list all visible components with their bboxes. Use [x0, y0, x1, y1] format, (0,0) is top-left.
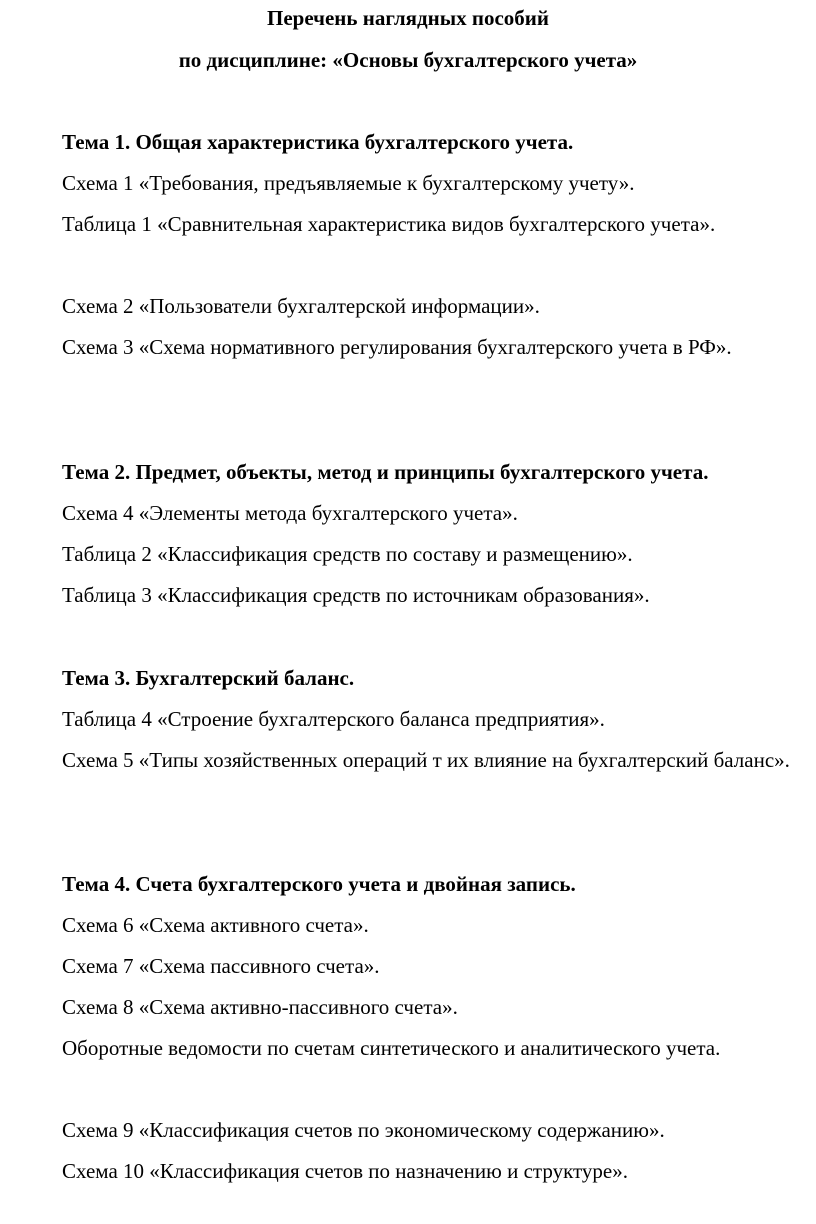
section-heading-3: Тема 3. Бухгалтерский баланс.	[62, 666, 355, 690]
section-1-item-4: Схема 3 «Схема нормативного регулирования бухгалтерского учета в РФ».	[62, 335, 732, 359]
document-title-line-2: по дисциплине: «Основы бухгалтерского учета»	[178, 48, 638, 72]
section-2-item-2: Таблица 2 «Классификация средств по составу и размещению».	[62, 542, 633, 566]
section-1-item-3: Схема 2 «Пользователи бухгалтерской информации».	[62, 294, 540, 318]
section-1-item-1: Схема 1 «Требования, предъявляемые к бухгалтерскому учету».	[62, 171, 635, 195]
section-4-item-4: Оборотные ведомости по счетам синтетического и аналитического учета.	[62, 1036, 721, 1060]
document-title-line-1: Перечень наглядных пособий	[267, 6, 549, 30]
section-heading-2: Тема 2. Предмет, объекты, метод и принципы бухгалтерского учета.	[62, 460, 709, 484]
section-3-item-1: Таблица 4 «Строение бухгалтерского баланса предприятия».	[62, 707, 605, 731]
section-heading-1: Тема 1. Общая характеристика бухгалтерского учета.	[62, 130, 574, 154]
section-2-item-3: Таблица 3 «Классификация средств по источникам образования».	[62, 583, 650, 607]
section-4-item-1: Схема 6 «Схема активного счета».	[62, 913, 369, 937]
section-2-item-1: Схема 4 «Элементы метода бухгалтерского учета».	[62, 501, 518, 525]
section-3-item-2: Схема 5 «Типы хозяйственных операций т их влияние на бухгалтерский баланс».	[62, 748, 790, 772]
section-4-item-3: Схема 8 «Схема активно-пассивного счета».	[62, 995, 458, 1019]
section-heading-4: Тема 4. Счета бухгалтерского учета и двойная запись.	[62, 872, 576, 896]
section-4-item-5: Схема 9 «Классификация счетов по экономическому содержанию».	[62, 1118, 665, 1142]
section-4-item-2: Схема 7 «Схема пассивного счета».	[62, 954, 380, 978]
section-1-item-2: Таблица 1 «Сравнительная характеристика видов бухгалтерского учета».	[62, 212, 716, 236]
section-4-item-6: Схема 10 «Классификация счетов по назначению и структуре».	[62, 1159, 628, 1183]
